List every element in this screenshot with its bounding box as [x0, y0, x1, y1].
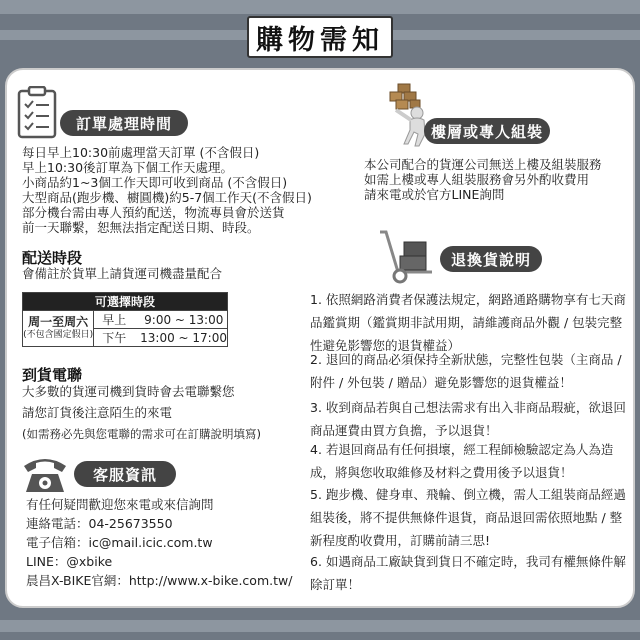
order-section-title: 訂單處理時間: [60, 110, 188, 136]
order-line: 小商品約1~3個工作天即可收到商品 (不含假日): [22, 175, 288, 190]
table-slot-row: [94, 311, 228, 329]
arrival-line: (如需務必先與您電聯的需求可在訂購說明填寫): [22, 427, 261, 441]
page-title: 購物需知: [247, 16, 393, 58]
return-policy-item: 1. 依照網路消費者保護法規定，網路通路購物享有七天商品鑑賞期（鑑賞期非試用期，請維護商品外觀 / 包裝完整性避免影響您的退貨權益）: [310, 292, 626, 353]
arrival-line: 請您訂貨後注意陌生的來電: [22, 405, 173, 420]
arrival-title: 到貨電聯: [22, 366, 83, 384]
day-label: 周一至周六: [28, 314, 89, 329]
day-sublabel: (不包含國定假日): [23, 329, 94, 340]
service-phone: 連絡電話：04-25673550: [26, 516, 173, 531]
table-day-cell: [23, 311, 94, 347]
service-line: 有任何疑問歡迎您來電或來信詢問: [26, 497, 214, 512]
return-policy-item: 3. 收到商品若與自己想法需求有出入非商品瑕疵，欲退回商品運費由買方負擔，予以退貨！: [310, 400, 626, 438]
top-stripe: [0, 0, 640, 14]
assembly-section-title: 樓層或專人組裝: [424, 118, 550, 144]
table-slot-row: [94, 329, 228, 347]
order-line: 每日早上10:30前處理當天訂單 (不含假日): [22, 145, 260, 160]
returns-section-title: 退換貨說明: [440, 246, 542, 272]
delivery-time-table: [22, 292, 228, 347]
worker-carrying-boxes-icon: [384, 82, 432, 148]
return-policy-item: 6. 如遇商品工廠缺貨到貨日不確定時，我司有權無條件解除訂單！: [310, 554, 626, 592]
slot-label: 早上: [102, 313, 127, 327]
table-header: 可選擇時段: [23, 293, 228, 311]
hand-truck-icon: [378, 230, 434, 284]
return-policy-item: 2. 退回的商品必須保持全新狀態，完整性包裝（主商品 / 附件 / 外包裝 / 贈品）避免影響您的退貨權益！: [310, 352, 622, 390]
return-policy-item: 5. 跑步機、健身車、飛輪、倒立機，需人工組裝商品經過組裝後，將不提供無條件退貨，商品退回需依照地點 / 整新程度酌收費用，訂購前請三思!: [310, 487, 626, 548]
order-line: 部分機台需由專人預約配送，物流專員會於送貨: [22, 205, 285, 220]
service-section-title: 客服資訊: [74, 461, 176, 487]
delivery-note: 會備註於貨單上請貨運司機盡量配合: [22, 266, 223, 281]
order-line: 早上10:30後訂單為下個工作天處理。: [22, 160, 234, 175]
telephone-icon: [22, 452, 68, 494]
slot-time: 13:00 ~ 17:00: [140, 331, 227, 345]
slot-label: 下午: [102, 331, 127, 345]
assembly-line: 本公司配合的貨運公司無送上樓及組裝服務: [364, 157, 602, 172]
slot-time: 9:00 ~ 13:00: [144, 313, 224, 327]
service-email: 電子信箱：ic@mail.icic.com.tw: [26, 535, 213, 550]
service-line-id: LINE：@xbike: [26, 554, 113, 569]
arrival-line: 大多數的貨運司機到貨時會去電聯繫您: [22, 384, 235, 399]
clipboard-icon: [16, 86, 58, 140]
assembly-line: 請來電或於官方LINE詢問: [364, 187, 505, 202]
bottom-stripe: [0, 620, 640, 632]
delivery-title: 配送時段: [22, 249, 83, 267]
return-policy-item: 4. 若退回商品有任何損壞，經工程師檢驗認定為人為造成，將與您收取維修及材料之費用後予以退貨！: [310, 442, 614, 480]
order-line: 前一天聯繫，恕無法指定配送日期、時段。: [22, 220, 260, 235]
service-website: 晨昌X-BIKE官網：http://www.x-bike.com.tw/: [26, 573, 293, 588]
order-line: 大型商品(跑步機、櫥圓機)約5-7個工作天(不含假日): [22, 190, 312, 205]
assembly-line: 如需上樓或專人組裝服務會另外酌收費用: [364, 172, 590, 187]
